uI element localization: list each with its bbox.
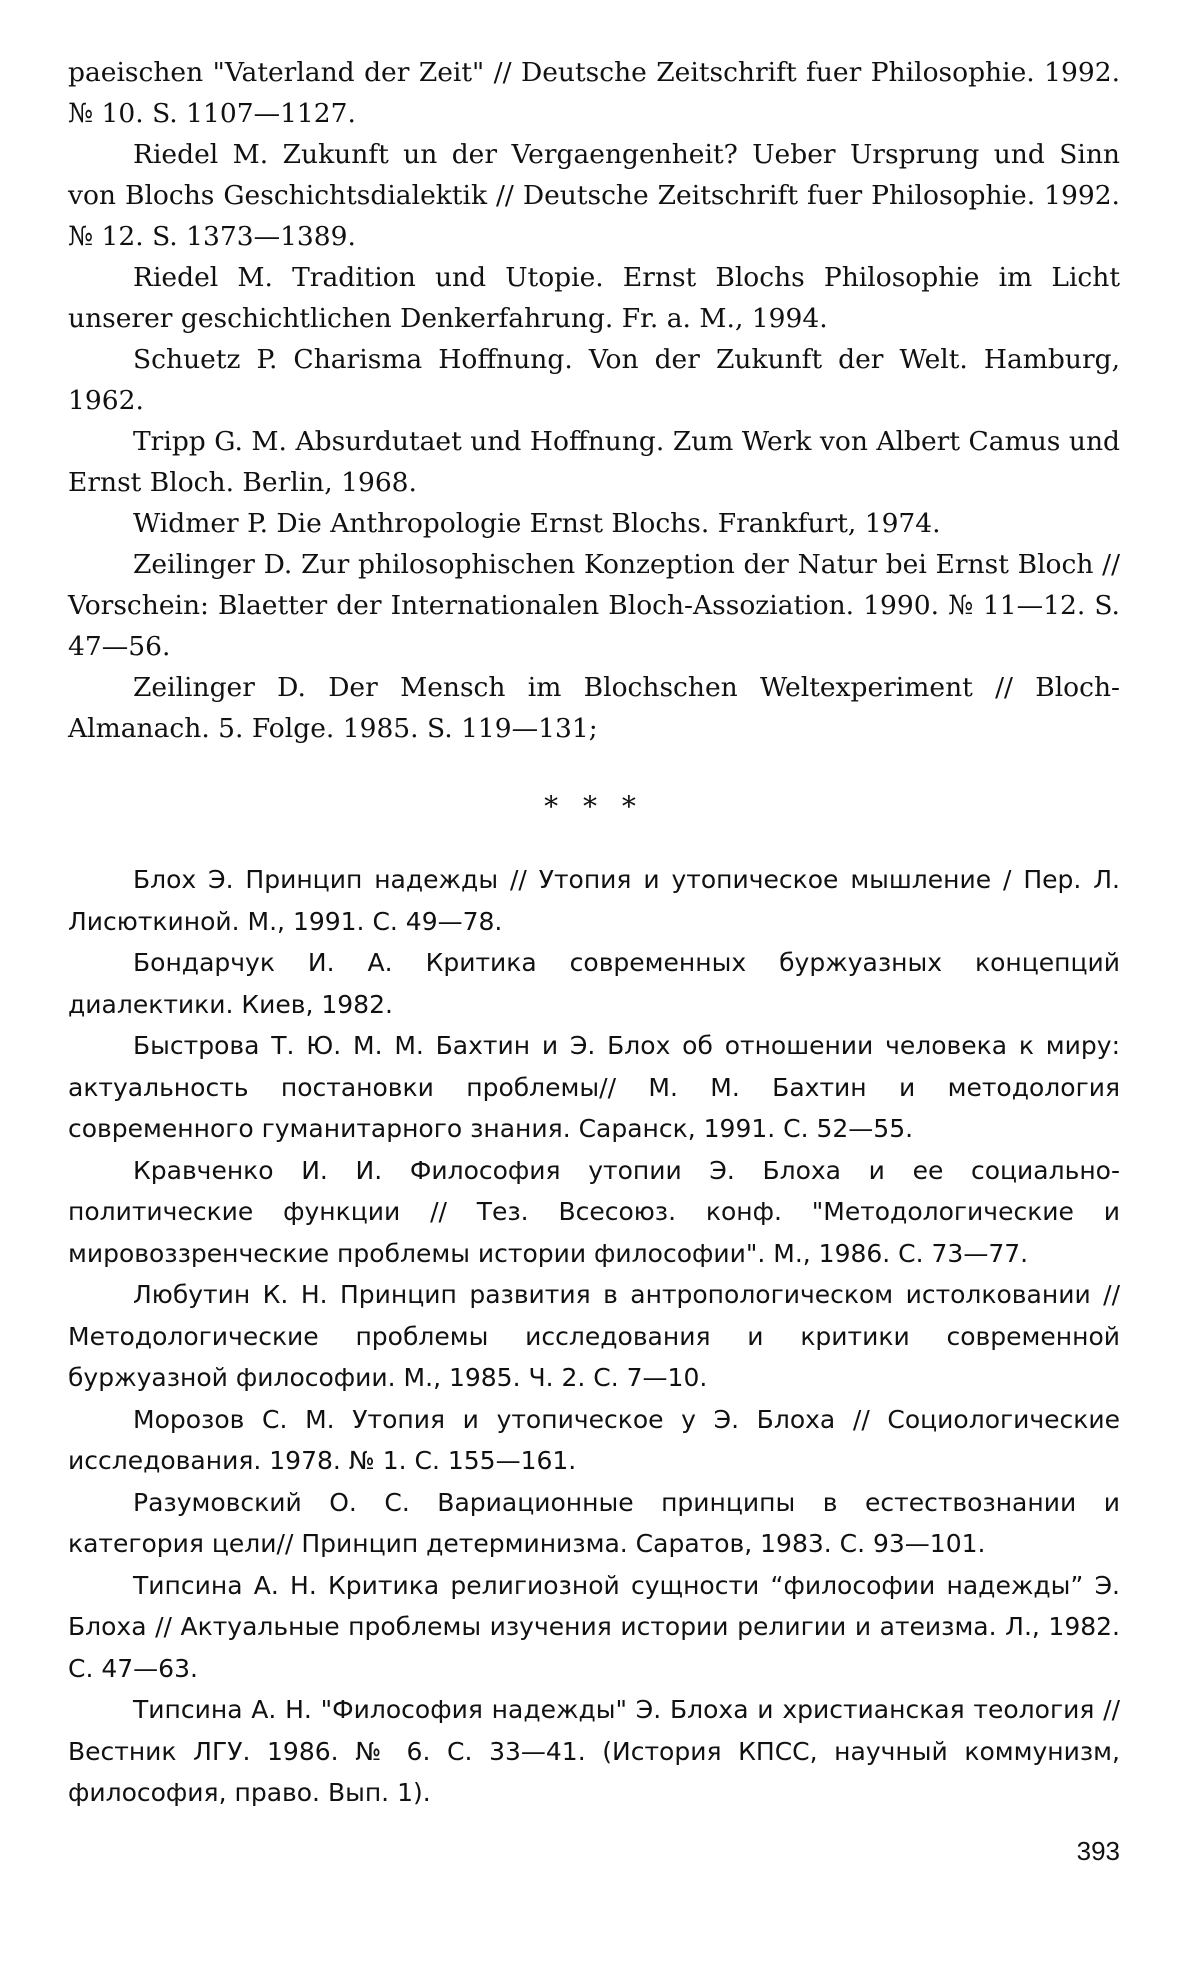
bibliography-entry: Быстрова Т. Ю. М. М. Бахтин и Э. Блох об отношении человека к миру: актуальность постановки проблемы// М. М. Бахтин и методология современного гуманитарного знания. Саранск, 1991. С. 52—55. — [68, 1031, 1120, 1143]
german-bibliography-list — [68, 52, 1120, 749]
russian-bibliography-list — [68, 859, 1120, 1814]
bibliography-entry: paeischen "Vaterland der Zeit" // Deutsche Zeitschrift fuer Philosophie. 1992. № 10. S. 1107—1127. — [68, 57, 1120, 129]
bibliography-entry: Riedel M. Tradition und Utopie. Ernst Blochs Philosophie im Licht unserer geschichtlichen Denkerfahrung. Fr. a. M., 1994. — [68, 262, 1120, 334]
bibliography-page — [68, 52, 1120, 1814]
bibliography-entry: Разумовский О. С. Вариационные принципы в естествознании и категория цели// Принцип детерминизма. Саратов, 1983. С. 93—101. — [68, 1487, 1120, 1558]
page-number: 393 — [1076, 1836, 1120, 1866]
bibliography-entry: Widmer P. Die Anthropologie Ernst Blochs. Frankfurt, 1974. — [133, 508, 941, 539]
bibliography-entry: Кравченко И. И. Философия утопии Э. Блоха и ее социально-политические функции // Тез. Всесоюз. конф. "Методологические и мировоззренческие проблемы истории философии". М., 1986. С. 73—77. — [68, 1155, 1120, 1268]
bibliography-entry: Морозов С. М. Утопия и утопическое у Э. Блоха // Социологические исследования. 1978. № 1. С. 155—161. — [68, 1404, 1120, 1475]
bibliography-entry: Zeilinger D. Zur philosophischen Konzeption der Natur bei Ernst Bloch // Vorschein: Blaetter der Internationalen Bloch-Assoziation. 1990. № 11—12. S. 47—56. — [68, 549, 1120, 662]
bibliography-entry: Riedel M. Zukunft un der Vergaengenheit? Ueber Ursprung und Sinn von Blochs Geschichtsdialektik // Deutsche Zeitschrift fuer Philosophie. 1992. № 12. S. 1373—1389. — [68, 139, 1120, 252]
bibliography-entry: Блох Э. Принцип надежды // Утопия и утопическое мышление / Пер. Л. Лисюткиной. М., 1991. С. 49—78. — [68, 865, 1120, 936]
bibliography-entry: Tripp G. M. Absurdutaet und Hoffnung. Zum Werk von Albert Camus und Ernst Bloch. Berlin, 1968. — [68, 426, 1120, 498]
bibliography-entry: Типсина А. Н. "Философия надежды" Э. Блоха и христианская теология // Вестник ЛГУ. 1986. № 6. С. 33—41. (История КПСС, научный коммунизм, философия, право. Вып. 1). — [68, 1695, 1120, 1807]
bibliography-entry: Zeilinger D. Der Mensch im Blochschen Weltexperiment // Bloch-Almanach. 5. Folge. 1985. S. 119—131; — [68, 672, 1120, 744]
bibliography-entry: Типсина А. Н. Критика религиозной сущности “философии надежды” Э. Блоха // Актуальные проблемы изучения истории религии и атеизма. Л., 1982. С. 47—63. — [68, 1570, 1120, 1683]
bibliography-entry: Schuetz P. Charisma Hoffnung. Von der Zukunft der Welt. Hamburg, 1962. — [68, 344, 1120, 416]
bibliography-entry: Любутин К. Н. Принцип развития в антропологическом истолковании // Методологические проблемы исследования и критики современной буржуазной философии. М., 1985. Ч. 2. С. 7—10. — [68, 1280, 1120, 1392]
section-separator: * * * — [544, 790, 644, 823]
bibliography-entry: Бондарчук И. А. Критика современных буржуазных концепций диалектики. Киев, 1982. — [68, 948, 1120, 1019]
